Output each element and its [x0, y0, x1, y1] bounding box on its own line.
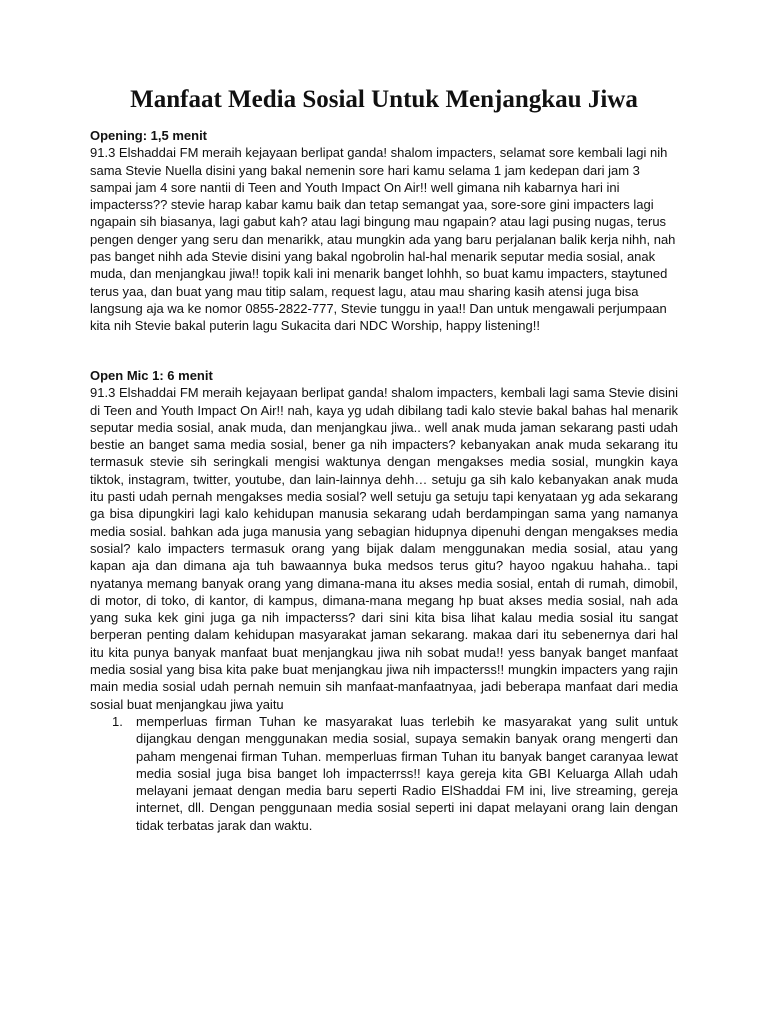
list-item-text: memperluas firman Tuhan ke masyarakat luas terlebih ke masyarakat yang sulit untuk dijangkau dengan menggunakan media sosial, supaya semakin banyak orang mengerti dan paham mengenai firman Tuhan. memperluas firman Tuhan itu banyak banget caranyaa lewat media sosial juga bisa banget loh impacterrss!! kaya gereja kita GBI Keluarga Allah udah melayani jemaat dengan media baru seperti Radio ElShaddai FM ini, live streaming, gereja internet, dll. Dengan penggunaan media sosial seperti ini dapat melayani orang lain dengan tidak terbatas jarak dan waktu. — [136, 713, 678, 833]
document-title: Manfaat Media Sosial Untuk Menjangkau Jiwa — [130, 86, 638, 113]
section-body-open-mic-1: 91.3 Elshaddai FM meraih kejayaan berlipat ganda! shalom impacters, kembali lagi sama Stevie disini di Teen and Youth Impact On Air!! nah, kaya yg udah dibilang tadi kalo stevie bakal bahas hal menarik seputar media sosial, anak muda, dan menjangkau jiwa.. well anak muda jaman sekarang pasti udah bestie an banget sama media sosial, bener ga nih impacters? kebanyakan anak muda sekarang itu termasuk stevie sih seringkali mengisi waktunya dengan mengakses media sosial, mungkin kaya tiktok, instagram, twitter, youtube, dan lain-lainnya dehh… setuju ga sih kalo kebanyakan anak muda itu pasti udah pernah mengakses media sosial? well setuju ga setuju tapi kenyataan yg ada sekarang ga bisa dipungkiri lagi kalo kehidupan manusia sekarang udah berdampingan sama yang namanya media sosial. bahkan ada juga manusia yang sebagian hidupnya dipenuhi dengan mengakses media sosial? kalo impacters termasuk orang yang bijak dalam menggunakan media sosial, atau yang kapan aja dan dimana aja tuh bawaannya buka medsos terus gitu? hayoo ngakuu hahaha.. tapi nyatanya memang banyak orang yang dimana-mana itu akses media sosial, entah di rumah, dimobil, di motor, di toko, di kantor, di kampus, dimana-mana megang hp buat akses media sosial, nah ada yang suka kek gini juga ga nih impacterss? dari sini kita bisa lihat kalau media sosial itu sangat berperan penting dalam kehidupan masyarakat jaman sekarang. makaa dari itu sebenernya dari hal itu kita punya banyak manfaat buat menjangkau jiwa nih sobat muda!! yess banyak banget manfaat media sosial yang bisa kita pake buat menjangkau jiwa nih impacterss!! mungkin impacters yang rajin main media sosial udah pernah nemuin sih manfaat-manfaatnyaa, jadi beberapa manfaat dari media sosial buat menjangkau jiwa yaitu — [90, 385, 678, 712]
section-body-opening: 91.3 Elshaddai FM meraih kejayaan berlipat ganda! shalom impacters, selamat sore kembali lagi nih sama Stevie Nuella disini yang bakal nemenin sore hari kamu selama 1 jam kedepan dari jam 3 sampai jam 4 sore nantii di Teen and Youth Impact On Air!! well gimana nih kabarnya hari ini impacterss?? stevie harap kabar kamu baik dan tetap semangat yaa, sore-sore gini impacters lagi ngapain sih biasanya, lagi gabut kah? atau lagi bingung mau ngapain? atau lagi pusing nugas, terus pengen denger yang seru dan menarikk, atau mungkin ada yang baru perjalanan balik kerja nihh, nah pas banget nihh ada Stevie disini yang bakal ngobrolin hal-hal menarik seputar media sosial, anak muda, dan menjangkau jiwa!! topik kali ini menarik banget lohhh, so buat kamu impacters, staytuned terus yaa, dan buat yang mau titip salam, request lagu, atau mau sharing kasih atensi juga bisa langsung aja wa ke nomor 0855-2822-777, Stevie tunggu in yaa!! Dan untuk mengawali perjumpaan kita nih Stevie bakal puterin lagu Sukacita dari NDC Worship, happy listening!! — [90, 145, 676, 334]
benefits-list — [90, 713, 678, 834]
section-opening — [90, 127, 678, 335]
section-heading-opening: Opening: 1,5 menit — [90, 128, 208, 143]
section-open-mic-1 — [90, 367, 678, 834]
section-heading-open-mic-1: Open Mic 1: 6 menit — [90, 368, 213, 383]
list-item-number: 1. — [112, 713, 123, 729]
list-item — [90, 713, 678, 834]
